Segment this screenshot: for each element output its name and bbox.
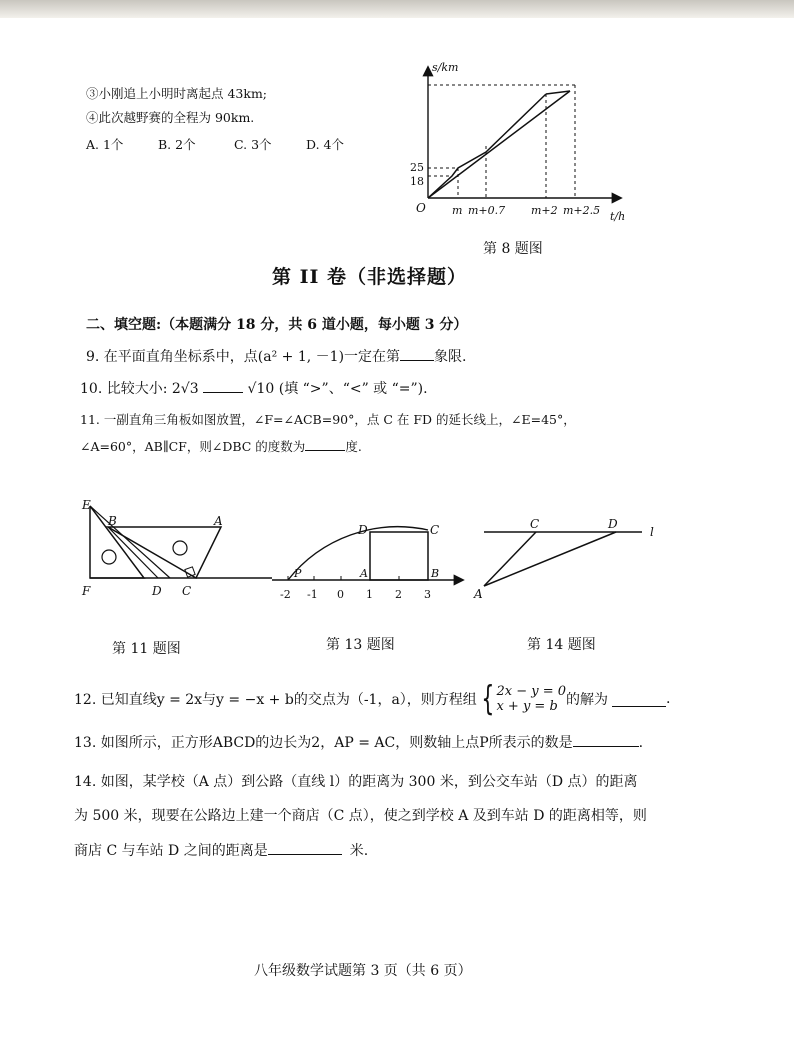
q13-text-before: 13. 如图所示，正方形ABCD的边长为2，AP = AC，则数轴上点P所表示的数是 <box>74 735 573 751</box>
fig13-label-d: D <box>358 523 368 537</box>
fig13-tick-1: 1 <box>366 588 373 601</box>
q10-text-before: 10. 比较大小: 2√3 <box>80 381 199 397</box>
figure-14-caption: 第 14 题图 <box>527 637 596 653</box>
page-footer: 八年级数学试题第 3 页（共 6 页） <box>254 963 472 979</box>
question-10 <box>80 378 428 398</box>
q11-text-before: ∠A=60°，AB∥CF，则∠DBC 的度数为 <box>80 439 306 454</box>
q10-answer-blank[interactable] <box>203 378 243 393</box>
fig11-label-c: C <box>182 584 192 598</box>
fig14-label-d: D <box>608 517 618 531</box>
q12-text-before: 12. 已知直线y = 2x与y = −x + b的交点为（-1，a），则方程组 <box>74 692 477 708</box>
fig13-tick-3: 3 <box>424 588 431 601</box>
q11-line-1: 11. 一副直角三角板如图放置，∠F=∠ACB=90°，点 C 在 FD 的延长线上，∠E=45°， <box>80 412 576 427</box>
q14-text-after: 米. <box>349 843 369 859</box>
q12-equation-system <box>477 679 566 719</box>
figure-13-caption: 第 13 题图 <box>326 637 395 653</box>
fig14-label-c: C <box>530 517 540 531</box>
q11-line-2 <box>80 436 362 455</box>
fig8-origin-label: O <box>416 201 426 215</box>
q11-answer-blank[interactable] <box>305 436 345 451</box>
fig13-label-c: C <box>430 523 440 537</box>
q13-text-after: . <box>638 735 644 751</box>
fig11-label-d: D <box>152 584 162 598</box>
q14-text-before: 商店 C 与车站 D 之间的距离是 <box>74 843 268 859</box>
figure-8-caption: 第 8 题图 <box>483 241 543 257</box>
q12-answer-blank[interactable] <box>612 692 666 707</box>
section-title: 第 II 卷（非选择题） <box>272 266 468 288</box>
fig11-label-f: F <box>82 584 91 598</box>
q9-answer-blank[interactable] <box>400 346 434 361</box>
fig11-label-e: E <box>82 498 91 512</box>
fig13-tick-0: 0 <box>337 588 344 601</box>
fig11-label-b: B <box>108 514 117 528</box>
q12-brace: { <box>481 679 495 719</box>
q8-option-b: B. 2个 <box>158 137 196 152</box>
fig11-label-a: A <box>214 514 223 528</box>
q8-option-d: D. 4个 <box>306 137 344 152</box>
fig8-y-tick-18: 18 <box>410 175 424 188</box>
fig8-x-tick-m: m <box>452 204 463 217</box>
fig8-x-tick-m25: m+2.5 <box>563 204 601 217</box>
fill-in-header: 二、填空题:（本题满分 18 分，共 6 道小题，每小题 3 分） <box>86 317 468 333</box>
figure-11-caption: 第 11 题图 <box>112 641 181 657</box>
fig13-tick-2: 2 <box>395 588 402 601</box>
figure-13-number-line <box>266 504 466 608</box>
figure-14-road <box>470 512 670 602</box>
question-12: 12. 已知直线y = 2x与y = −x + b的交点为（-1，a），则方程组 { 2x − y = 0 x + y = b 的解为 . <box>74 679 671 719</box>
q14-line-1: 14. 如图，某学校（A 点）到公路（直线 l）的距离为 300 米，到公交车站（D 点）的距离 <box>74 774 638 790</box>
q8-option-a: A. 1个 <box>86 137 124 152</box>
q9-text-before: 9. 在平面直角坐标系中，点(a² + 1, －1)一定在第 <box>86 349 401 365</box>
q14-answer-blank[interactable] <box>268 840 342 855</box>
fig8-y-tick-25: 25 <box>410 161 424 174</box>
fig14-label-a: A <box>474 587 483 601</box>
q8-option-c: C. 3个 <box>234 137 272 152</box>
fig13-label-p: P <box>294 567 302 580</box>
q9-text-after: 象限. <box>434 349 467 365</box>
figure-11-triangles <box>78 496 278 602</box>
figure-8-graph <box>408 58 638 238</box>
fig8-x-axis-label: t/h <box>610 210 626 223</box>
question-13 <box>74 732 643 752</box>
q14-line-3 <box>74 840 368 860</box>
q11-text-after: 度. <box>345 439 362 454</box>
q10-text-middle: √10 <box>247 381 275 397</box>
fig13-label-b: B <box>431 567 440 580</box>
q8-statement-3: ③小刚追上小明时离起点 43km; <box>86 86 268 101</box>
fig8-y-axis-label: s/km <box>432 61 459 74</box>
q12-eq1: 2x − y = 0 <box>496 684 566 699</box>
question-9 <box>86 346 467 366</box>
q12-text-after: 的解为 <box>566 692 608 708</box>
fig13-tick-neg2: -2 <box>280 588 291 601</box>
fig8-x-tick-m07: m+0.7 <box>468 204 506 217</box>
q12-eq2: x + y = b <box>496 699 558 714</box>
fig14-label-l: l <box>650 525 654 539</box>
fig8-x-tick-m2: m+2 <box>531 204 558 217</box>
q8-statement-4: ④此次越野赛的全程为 90km. <box>86 110 255 125</box>
fig13-tick-neg1: -1 <box>307 588 318 601</box>
q13-answer-blank[interactable] <box>573 732 639 747</box>
q14-line-2: 为 500 米，现要在公路边上建一个商店（C 点），使之到学校 A 及到车站 D 的距离相等，则 <box>74 808 647 824</box>
fig13-label-a: A <box>360 567 368 580</box>
q10-text-after: (填 “>”、“<” 或 “=”). <box>278 381 428 397</box>
